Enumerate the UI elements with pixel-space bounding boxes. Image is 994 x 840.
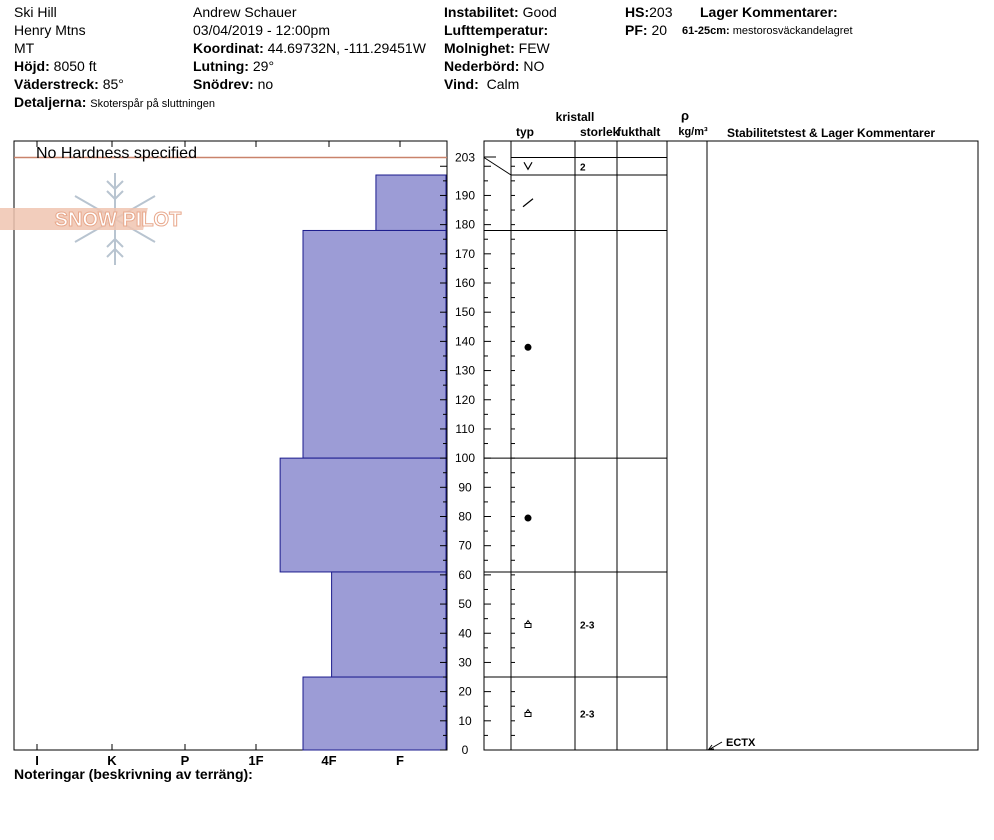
hardness-bar: [303, 677, 446, 750]
depth-label: 80: [458, 509, 472, 524]
hardness-x-label: I: [35, 753, 39, 768]
slope-value: 29°: [252, 58, 275, 74]
hardness-bar: [376, 175, 446, 230]
depth-label: 160: [454, 276, 476, 291]
header-density-unit: kg/m³: [678, 126, 708, 138]
terrain-notes-label: Noteringar (beskrivning av terräng):: [14, 766, 253, 782]
depth-label: 50: [458, 597, 472, 612]
hardness-x-label: F: [396, 753, 404, 768]
header-stability: Stabilitetstest & Lager Kommentarer: [727, 126, 936, 140]
elevation-label: Höjd:: [14, 58, 50, 74]
crystal-table-frame: [484, 141, 978, 750]
stability-value: Good: [522, 4, 557, 20]
depth-label: 30: [458, 655, 472, 670]
hardness-x-label: 4F: [321, 753, 337, 768]
stability-label: Instabilitet:: [444, 4, 519, 20]
layer-comments-label: Lager Kommentarer:: [700, 4, 838, 20]
depth-label: 170: [454, 246, 476, 261]
details-label: Detaljerna:: [14, 94, 87, 110]
ectx-label: ECTX: [726, 737, 756, 749]
depth-label: 70: [458, 538, 472, 553]
depth-label: 120: [454, 392, 476, 407]
depth-label: 90: [458, 480, 472, 495]
hardness-bars: [280, 175, 446, 750]
pf-value: 20: [651, 22, 668, 38]
pf-label: PF:: [625, 22, 648, 38]
hardness-x-label: K: [107, 753, 117, 768]
grain-depth-hoar-icon: [525, 710, 531, 717]
details-value: Skoterspår på sluttningen: [90, 98, 215, 110]
header-size: storlek: [580, 125, 620, 139]
hardness-x-label: P: [180, 753, 190, 768]
hardness-bar: [303, 230, 446, 458]
depth-label: 203: [454, 150, 476, 165]
aspect-value: 85°: [102, 76, 124, 92]
precip-value: NO: [523, 58, 545, 74]
sky-value: FEW: [518, 40, 550, 56]
aspect-label: Väderstreck:: [14, 76, 99, 92]
depth-label: 140: [454, 334, 476, 349]
depth-label: 180: [454, 217, 476, 232]
depth-label: 130: [454, 363, 476, 378]
depth-label: 20: [458, 684, 472, 699]
wind-label: Vind:: [444, 76, 479, 92]
depth-label: 60: [458, 567, 472, 582]
hardness-bar: [280, 458, 446, 572]
depth-label: 110: [455, 421, 475, 436]
grain-decomposing-icon: [523, 199, 533, 207]
grain-rounded-icon: [525, 515, 532, 522]
depth-axis: [440, 151, 491, 758]
precip-label: Nederbörd:: [444, 58, 520, 74]
hs-value: 203: [649, 4, 673, 20]
depth-label: 100: [454, 451, 476, 466]
depth-label: 150: [454, 305, 476, 320]
grain-depth-hoar-icon: [525, 620, 531, 627]
observer-name: Andrew Schauer: [193, 4, 297, 20]
hardness-x-label: 1F: [248, 753, 264, 768]
hardness-bar: [332, 572, 446, 677]
coordinate-value: 44.69732N, -111.29451W: [267, 40, 426, 56]
coordinate-label: Koordinat:: [193, 40, 264, 56]
slope-label: Lutning:: [193, 58, 249, 74]
grain-size-value: 2-3: [580, 709, 595, 721]
depth-label: 190: [454, 188, 476, 203]
header-rho: ρ: [680, 108, 690, 123]
header-moisture: fukthalt: [617, 125, 661, 139]
layer-comment-text: mestorosväckandelagret: [732, 25, 853, 37]
location-name: Ski Hill: [14, 4, 57, 20]
logo-text: SNOW PILOT: [54, 209, 182, 231]
no-hardness-note: No Hardness specified: [36, 145, 197, 162]
grain-rounded-icon: [525, 344, 532, 351]
wind-value: Calm: [486, 76, 520, 92]
grain-new-snow-icon: [524, 162, 532, 169]
snowpilot-logo: [0, 173, 181, 265]
depth-label: 0: [461, 743, 469, 757]
header-crystal: kristall: [555, 110, 595, 124]
hs-label: HS:: [625, 4, 650, 20]
wind-loading-value: no: [257, 76, 274, 92]
table-depth-ticks: [511, 166, 515, 735]
air-temp-label: Lufttemperatur:: [444, 22, 549, 38]
depth-label: 40: [458, 626, 472, 641]
state-name: MT: [14, 40, 35, 56]
grain-size-value: 2: [580, 162, 586, 174]
range-name: Henry Mtns: [14, 22, 86, 38]
elevation-value: 8050 ft: [53, 58, 97, 74]
header-type: typ: [516, 125, 534, 139]
observation-datetime: 03/04/2019 - 12:00pm: [193, 22, 330, 38]
grain-size-value: 2-3: [580, 620, 595, 632]
depth-label: 10: [458, 713, 472, 728]
layer-comment-range: 61-25cm:: [682, 25, 730, 37]
wind-loading-label: Snödrev:: [193, 76, 254, 92]
sky-label: Molnighet:: [444, 40, 515, 56]
